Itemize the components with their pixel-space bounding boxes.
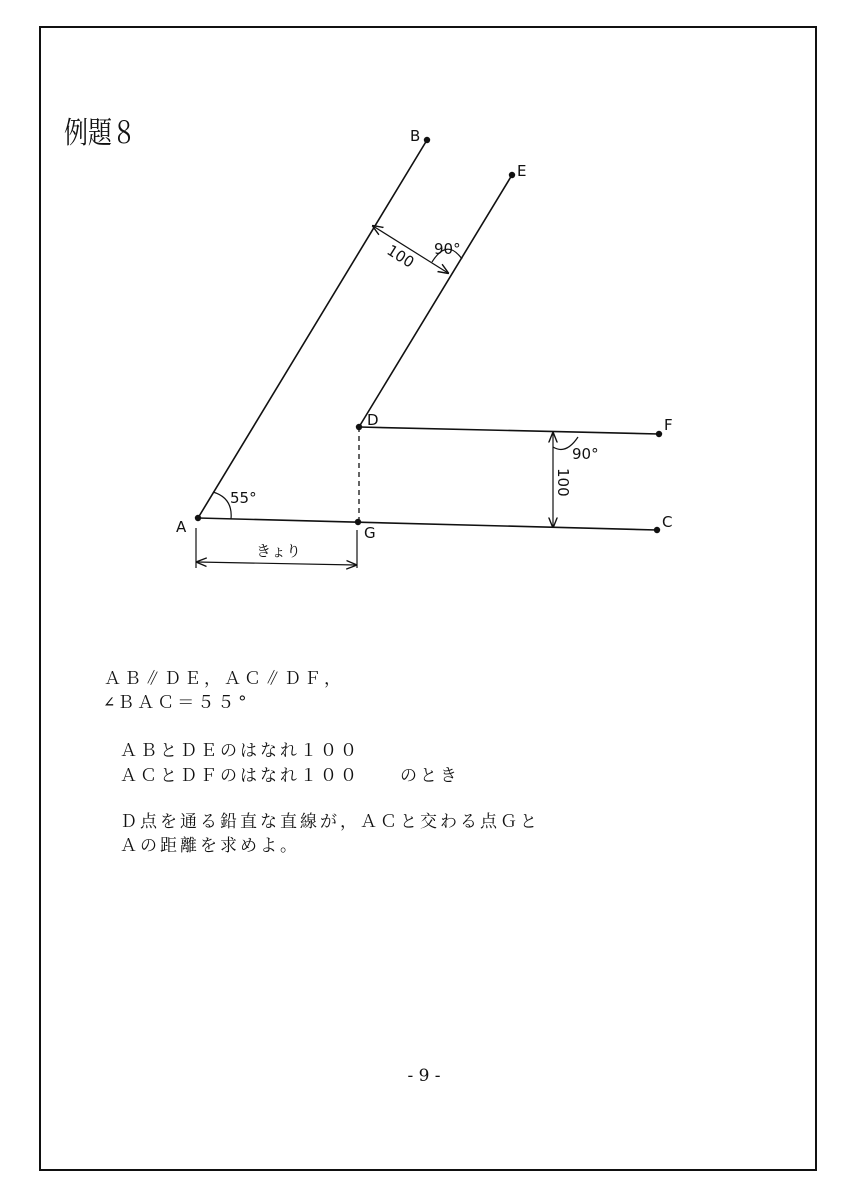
distance-label: きょり xyxy=(256,542,302,560)
line-de xyxy=(359,175,512,427)
line-ac xyxy=(198,518,657,530)
problem-line-1: ＡＢ∥ＤＥ，ＡＣ∥ＤＦ， xyxy=(104,669,344,689)
angle-arc-55 xyxy=(213,492,231,519)
point-a xyxy=(195,515,201,521)
angle-90-top-label: 90° xyxy=(434,240,461,258)
label-d: D xyxy=(367,411,379,429)
label-a: A xyxy=(176,518,187,536)
dim-vertical-label: 100 xyxy=(554,468,572,497)
page-number: - 9 - xyxy=(407,1066,441,1086)
point-f xyxy=(656,431,662,437)
problem-line-2: ∠ＢＡＣ＝５５° xyxy=(104,693,251,713)
point-e xyxy=(509,172,515,178)
example-heading: 例題８ xyxy=(64,116,136,151)
label-f: F xyxy=(664,416,673,434)
problem-line-4: ＡＣとＤＦのはなれ１００ のとき xyxy=(120,766,460,786)
label-b: B xyxy=(410,127,421,145)
problem-line-3: ＡＢとＤＥのはなれ１００ xyxy=(120,741,360,761)
point-d xyxy=(356,424,362,430)
line-df xyxy=(359,427,659,434)
point-b xyxy=(424,137,430,143)
problem-line-6: Ａの距離を求めよ。 xyxy=(120,836,300,856)
angle-55-label: 55° xyxy=(230,489,257,507)
point-g xyxy=(355,519,361,525)
label-c: C xyxy=(662,513,673,531)
label-g: G xyxy=(364,524,376,542)
problem-line-5: Ｄ点を通る鉛直な直線が，ＡＣと交わる点Ｇと xyxy=(120,812,540,832)
point-c xyxy=(654,527,660,533)
dim-slanted-label: 100 xyxy=(383,241,418,272)
dim-distance-ag xyxy=(197,562,356,565)
angle-90-right-label: 90° xyxy=(572,445,599,463)
line-ab xyxy=(198,140,427,518)
label-e: E xyxy=(517,162,527,180)
